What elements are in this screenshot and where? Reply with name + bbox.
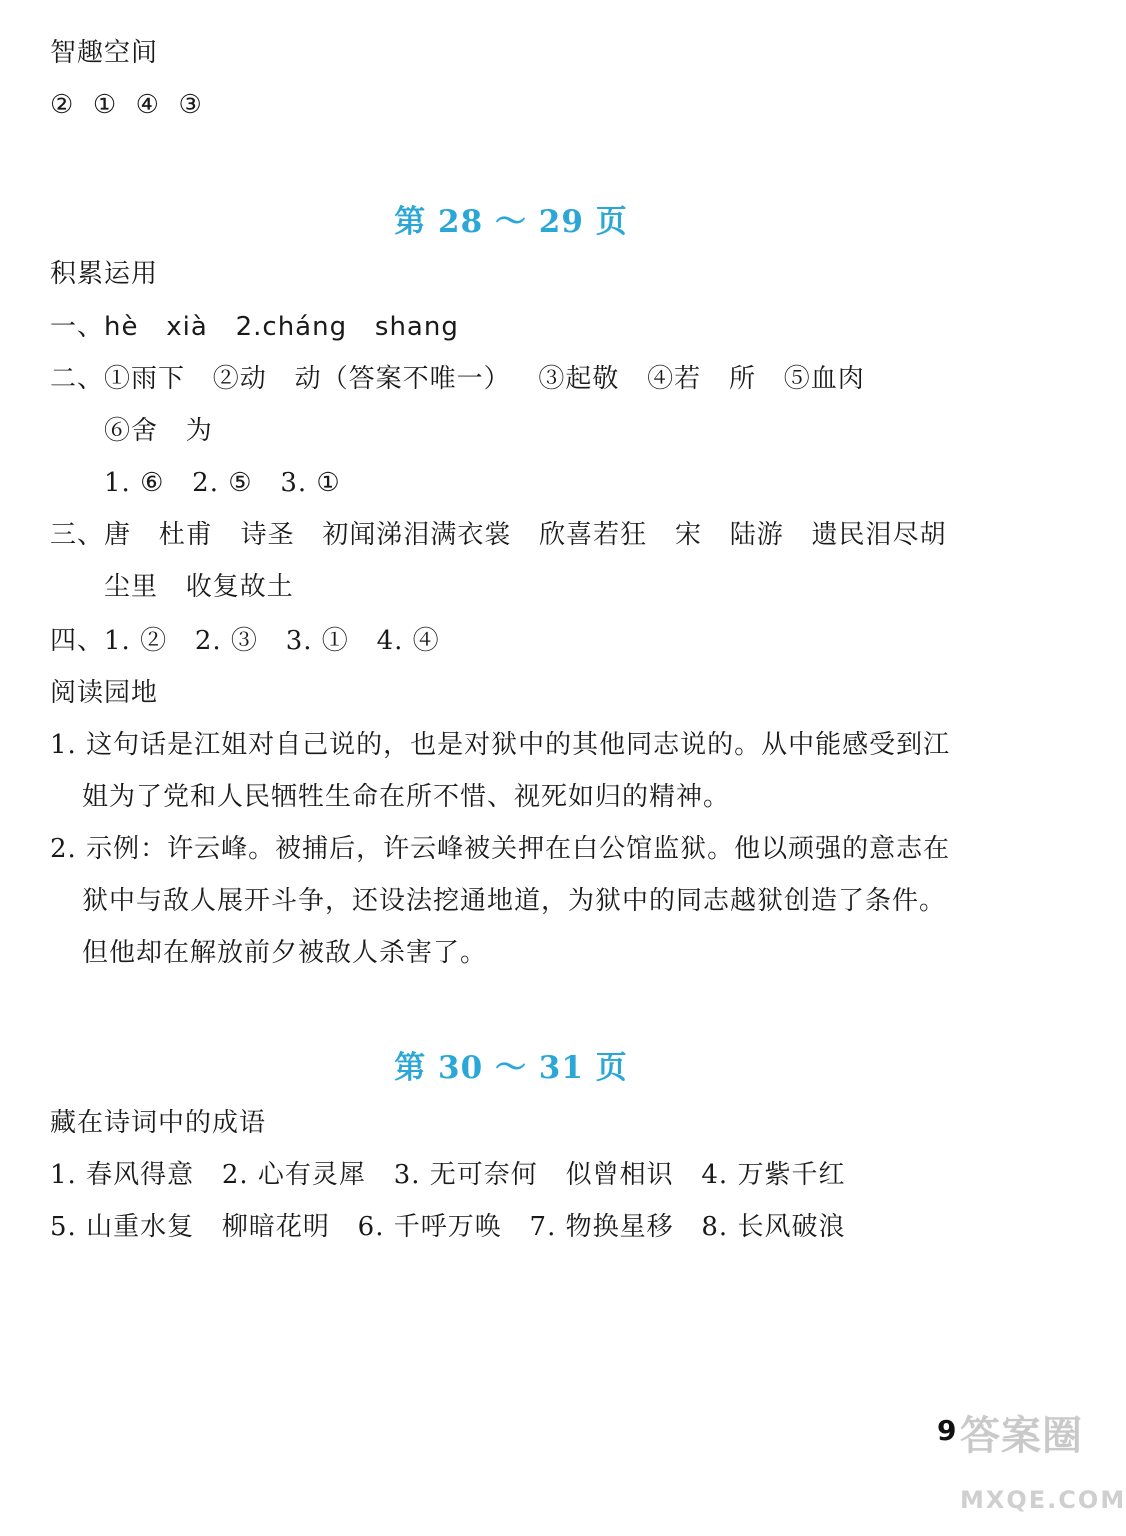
page-range-title-28-29: 第 28 ～ 29 页 — [394, 204, 628, 240]
question-2-answer-line-2: ⑥舍 为 — [104, 416, 213, 446]
watermark-en-text: MXQE.COM — [960, 1486, 1126, 1514]
section-heading-chengyu: 藏在诗词中的成语 — [50, 1108, 267, 1138]
section-heading-jilei: 积累运用 — [50, 259, 159, 289]
question-4-answer: 四、1. ② 2. ③ 3. ① 4. ④ — [50, 626, 440, 656]
question-3-answer-line-1: 三、唐 杜甫 诗圣 初闻涕泪满衣裳 欣喜若狂 宋 陆游 遗民泪尽胡 — [50, 520, 947, 550]
reading-answer-2-line-1: 2. 示例：许云峰。被捕后，许云峰被关押在白公馆监狱。他以顽强的意志在 — [50, 834, 951, 864]
reading-answer-1-line-2: 姐为了党和人民牺牲生命在所不惜、视死如归的精神。 — [82, 782, 731, 812]
page-number: 9 — [937, 1414, 957, 1447]
reading-answer-1-line-1: 1. 这句话是江姐对自己说的，也是对狱中的其他同志说的。从中能感受到江 — [50, 730, 951, 760]
idiom-answers-line-1: 1. 春风得意 2. 心有灵犀 3. 无可奈何 似曾相识 4. 万紫千红 — [50, 1160, 846, 1190]
watermark-logo — [960, 1404, 1126, 1536]
page-range-title-30-31: 第 30 ～ 31 页 — [394, 1050, 628, 1086]
question-2-answer-line-3: 1. ⑥ 2. ⑤ 3. ① — [104, 468, 341, 498]
section-heading-zhiqu: 智趣空间 — [50, 38, 159, 68]
question-3-answer-line-2: 尘里 收复故土 — [104, 572, 294, 602]
reading-answer-2-line-2: 狱中与敌人展开斗争，还设法挖通地道，为狱中的同志越狱创造了条件。 — [82, 886, 947, 916]
section-heading-yuedu: 阅读园地 — [50, 678, 159, 708]
question-2-answer-line-1: 二、①雨下 ②动 动（答案不唯一） ③起敬 ④若 所 ⑤血肉 — [50, 364, 865, 394]
reading-answer-2-line-3: 但他却在解放前夕被敌人杀害了。 — [82, 938, 488, 968]
idiom-answers-line-2: 5. 山重水复 柳暗花明 6. 千呼万唤 7. 物换星移 8. 长风破浪 — [50, 1212, 846, 1242]
zhiqu-answers: ② ① ④ ③ — [50, 90, 203, 120]
watermark-cn-text: 答案圈 — [960, 1413, 1083, 1459]
question-1-answer: 一、hè xià 2.cháng shang — [50, 312, 459, 342]
